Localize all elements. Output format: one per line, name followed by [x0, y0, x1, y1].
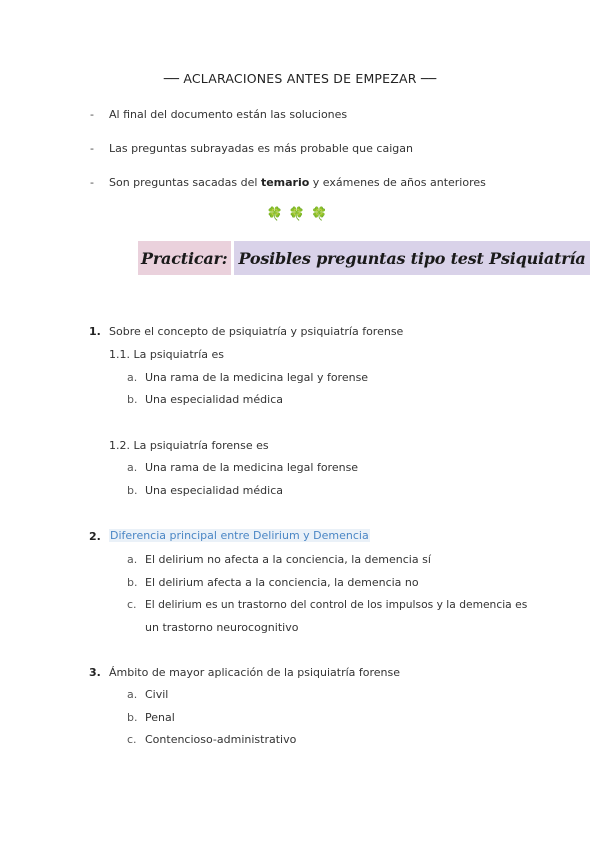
clover-icons: 🍀🍀🍀 [266, 207, 334, 222]
title-part-1: Practicar: [141, 248, 228, 268]
document-title [138, 241, 590, 275]
option-text: El delirium afecta a la conciencia, la demencia no [145, 576, 419, 589]
option-letter: b. [127, 393, 138, 406]
option-text: Una especialidad médica [145, 484, 283, 497]
title-highlight-purple [234, 241, 590, 275]
note-text: y exámenes de años anteriores [309, 176, 486, 189]
note-item-solutions: Al final del documento están las soluciones [109, 108, 348, 121]
option-letter: c. [127, 598, 137, 611]
option-text: El delirium no afecta a la conciencia, la demencia sí [145, 553, 431, 566]
option-text: Una rama de la medicina legal forense [145, 461, 359, 474]
subquestion-label: 1.2. La psiquiatría forense es [109, 439, 269, 452]
question-text: Ámbito de mayor aplicación de la psiquiatría forense [109, 666, 401, 679]
option-text: Civil [145, 688, 169, 701]
option-letter: a. [127, 688, 138, 701]
option-letter: b. [127, 711, 138, 724]
note-text: Son preguntas sacadas del [109, 176, 261, 189]
option-letter: a. [127, 371, 138, 384]
option-letter: b. [127, 576, 138, 589]
option-letter: c. [127, 733, 137, 746]
note-bullet: - [90, 108, 94, 121]
note-item-sources [109, 176, 486, 189]
option-letter: a. [127, 553, 138, 566]
note-bullet: - [90, 142, 94, 155]
title-part-2: Posibles preguntas tipo test Psiquiatría [238, 248, 586, 268]
question-text-highlighted [109, 529, 370, 542]
question-text: Sobre el concepto de psiquiatría y psiquiatría forense [109, 325, 404, 338]
option-text: Contencioso-administrativo [145, 733, 297, 746]
subquestion-label: 1.1. La psiquiatría es [109, 348, 225, 361]
question-number: 1. [89, 325, 101, 338]
option-text: Penal [145, 711, 175, 724]
question-number: 2. [89, 530, 101, 543]
note-bullet: - [90, 176, 94, 189]
highlighted-question: Diferencia principal entre Delirium y Demencia [110, 529, 369, 542]
option-letter: a. [127, 461, 138, 474]
section-heading: ── ACLARACIONES ANTES DE EMPEZAR ── [163, 71, 437, 86]
option-letter: b. [127, 484, 138, 497]
question-number: 3. [89, 666, 101, 679]
option-text-continued: un trastorno neurocognitivo [145, 621, 299, 634]
option-text: El delirium es un trastorno del control de los impulsos y la demencia es [145, 598, 528, 611]
option-text: Una especialidad médica [145, 393, 283, 406]
title-highlight-pink [138, 241, 231, 275]
option-text: Una rama de la medicina legal y forense [145, 371, 369, 384]
note-bold-word: temario [260, 176, 310, 189]
note-item-underlined: Las preguntas subrayadas es más probable que caigan [109, 142, 413, 155]
